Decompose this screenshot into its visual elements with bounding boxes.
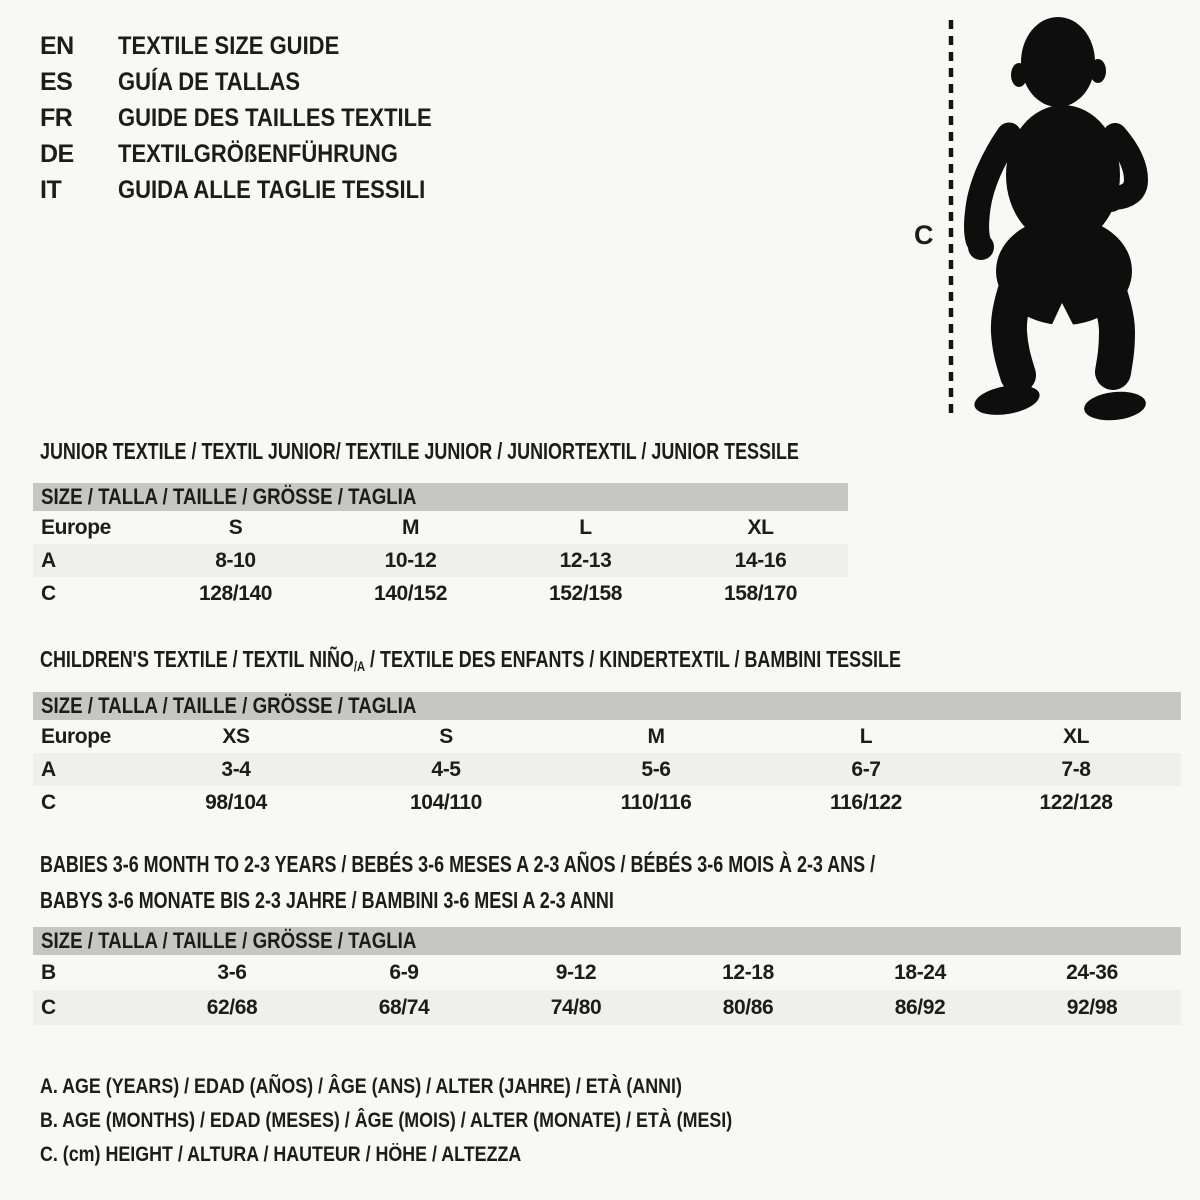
row-label: A [41,757,56,781]
col-header: M [647,724,665,748]
cell: 122/128 [1039,790,1113,814]
babies-title-line1: BABIES 3-6 MONTH TO 2-3 YEARS / BEBÉS 3-6 MESES A 2-3 AÑOS / BÉBÉS 3-6 MOIS À 2-3 ANS / [40,851,876,877]
row-label: C [41,581,56,605]
cell: 8-10 [215,548,256,572]
table-row-c [33,990,1181,1025]
cell: 110/116 [620,790,692,814]
children-title-sub: /A [353,659,366,675]
table-row-b [33,955,1181,990]
children-size-table [33,692,1181,819]
language-title-block [40,28,475,208]
language-row-en [40,28,475,64]
row-label: C [41,790,56,814]
table-row-a [33,544,848,577]
legend [40,1070,854,1172]
language-code: IT [40,175,62,204]
legend-line-c [40,1138,854,1172]
cell: 14-16 [734,548,787,572]
cell: 6-9 [389,960,419,984]
language-row-de [40,136,475,172]
language-code: FR [40,103,73,132]
size-header-bar [33,483,848,511]
cell: 104/110 [410,790,482,814]
cell: 3-6 [217,960,247,984]
babies-title-line2: BABYS 3-6 MONATE BIS 2-3 JAHRE / BAMBINI 3-6 MESI A 2-3 ANNI [40,887,614,913]
language-row-fr [40,100,475,136]
cell: 140/152 [373,581,448,605]
cell: 12-18 [722,960,774,984]
size-figure [900,8,1165,433]
cell: 128/140 [198,581,273,605]
legend-line-b [40,1104,854,1138]
row-label: B [41,960,56,984]
language-code: EN [40,31,74,60]
size-header-label: SIZE / TALLA / TAILLE / GRÖSSE / TAGLIA [41,928,417,953]
row-label: A [41,548,56,572]
columns-header-row [33,720,1181,753]
size-header-label: SIZE / TALLA / TAILLE / GRÖSSE / TAGLIA [41,693,417,718]
cell: 3-4 [221,757,251,781]
cell: 12-13 [559,548,612,572]
cell: 62/68 [206,995,258,1019]
children-title-text: CHILDREN'S TEXTILE / TEXTIL NIÑO [40,646,354,672]
cell: 5-6 [641,757,671,781]
legend-text: B. AGE (MONTHS) / EDAD (MESES) / ÂGE (MOIS) / ALTER (MONATE) / ETÀ (MESI) [40,1109,733,1132]
col-header: Europe [41,515,111,539]
cell: 92/98 [1066,995,1118,1019]
col-header: XL [1062,724,1090,748]
size-header-bar [33,927,1181,955]
language-row-es [40,64,475,100]
col-header: S [439,724,453,748]
junior-size-table [33,483,848,610]
col-header: S [228,515,243,539]
legend-text: A. AGE (YEARS) / EDAD (AÑOS) / ÂGE (ANS) / ALTER (JAHRE) / ETÀ (ANNI) [40,1075,682,1098]
cell: 74/80 [550,995,602,1019]
col-header: M [401,515,420,539]
col-header: L [579,515,592,539]
legend-line-a [40,1070,854,1104]
babies-section-title [40,846,875,918]
cell: 4-5 [431,757,461,781]
junior-section-title: JUNIOR TEXTILE / TEXTIL JUNIOR/ TEXTILE JUNIOR / JUNIORTEXTIL / JUNIOR TESSILE [40,438,799,464]
cell: 86/92 [894,995,946,1019]
row-label: C [41,995,56,1019]
col-header: XL [747,515,774,539]
cell: 24-36 [1066,960,1118,984]
language-label: TEXTILGRÖßENFÜHRUNG [118,139,398,168]
cell: 158/170 [723,581,798,605]
babies-size-table [33,927,1181,1025]
cell: 6-7 [851,757,881,781]
size-header-bar [33,692,1181,720]
language-label: TEXTILE SIZE GUIDE [118,31,340,60]
size-header-label: SIZE / TALLA / TAILLE / GRÖSSE / TAGLIA [41,484,417,509]
col-header: Europe [41,724,111,748]
cell: 18-24 [894,960,946,984]
columns-header-row [33,511,848,544]
cell: 98/104 [205,790,267,814]
table-row-c [33,577,848,610]
col-header: L [859,724,873,748]
language-code: ES [40,67,73,96]
language-label: GUIDE DES TAILLES TEXTILE [118,103,432,132]
cell: 10-12 [384,548,437,572]
language-code: DE [40,139,74,168]
col-header: XS [222,724,250,748]
measure-label-c: C [914,220,934,250]
cell: 80/86 [722,995,774,1019]
table-row-a [33,753,1181,786]
cell: 9-12 [555,960,597,984]
table-row-c [33,786,1181,819]
cell: 116/122 [830,790,902,814]
language-row-it [40,172,475,208]
cell: 68/74 [378,995,430,1019]
baby-silhouette [968,17,1147,423]
children-title-text: / TEXTILE DES ENFANTS / KINDERTEXTIL / BAMBINI TESSILE [365,646,901,672]
children-section-title [40,641,901,685]
legend-text: C. (cm) HEIGHT / ALTURA / HAUTEUR / HÖHE / ALTEZZA [40,1143,522,1166]
cell: 152/158 [548,581,623,605]
cell: 7-8 [1061,757,1091,781]
language-label: GUÍA DE TALLAS [118,67,301,96]
language-label: GUIDA ALLE TAGLIE TESSILI [118,175,426,204]
